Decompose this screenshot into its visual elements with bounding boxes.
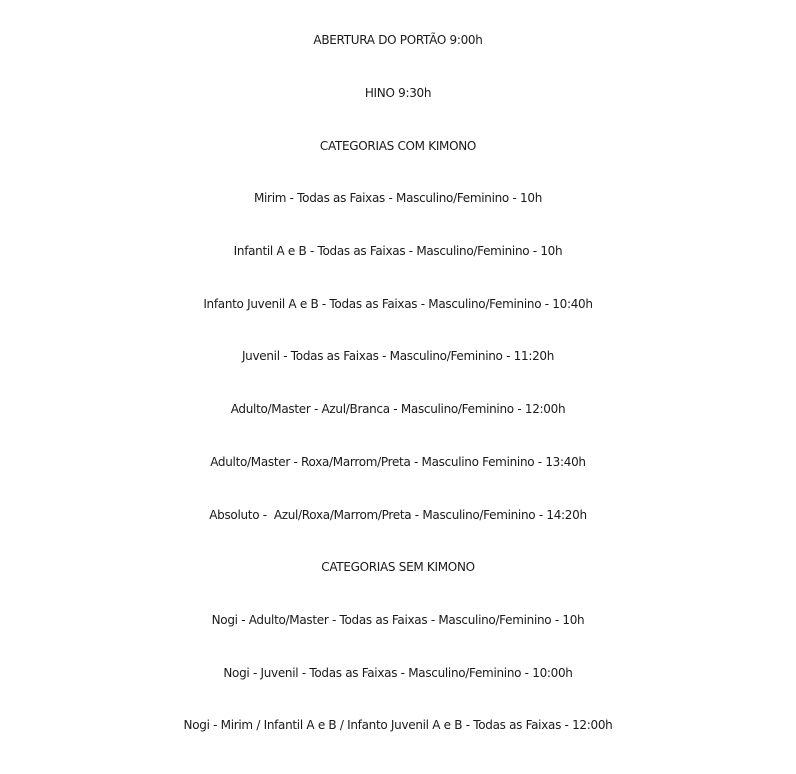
schedule-item-nogi-kids: Nogi - Mirim / Infantil A e B / Infanto Juvenil A e B - Todas as Faixas - 12:00h	[183, 718, 613, 732]
schedule-item-adulto-azul-branca: Adulto/Master - Azul/Branca - Masculino/Feminino - 12:00h	[230, 402, 566, 416]
schedule-item-juvenil: Juvenil - Todas as Faixas - Masculino/Feminino - 11:20h	[241, 349, 555, 363]
schedule-item-absoluto: Absoluto - Azul/Roxa/Marrom/Preta - Masculino/Feminino - 14:20h	[209, 508, 587, 522]
schedule-item-nogi-adulto: Nogi - Adulto/Master - Todas as Faixas - Masculino/Feminino - 10h	[211, 613, 585, 627]
anthem-time: HINO 9:30h	[364, 86, 432, 100]
schedule-item-adulto-roxa-marrom-preta: Adulto/Master - Roxa/Marrom/Preta - Masculino Feminino - 13:40h	[210, 455, 586, 469]
schedule-item-infanto-juvenil: Infanto Juvenil A e B - Todas as Faixas - Masculino/Feminino - 10:40h	[203, 297, 593, 311]
schedule-item-infantil: Infantil A e B - Todas as Faixas - Masculino/Feminino - 10h	[233, 244, 563, 258]
schedule-item-nogi-juvenil: Nogi - Juvenil - Todas as Faixas - Masculino/Feminino - 10:00h	[223, 666, 573, 680]
gate-opening-time: ABERTURA DO PORTÃO 9:00h	[313, 33, 483, 47]
schedule-item-mirim: Mirim - Todas as Faixas - Masculino/Feminino - 10h	[253, 191, 543, 205]
nogi-categories-heading: CATEGORIAS SEM KIMONO	[321, 560, 475, 574]
gi-categories-heading: CATEGORIAS COM KIMONO	[319, 139, 477, 153]
